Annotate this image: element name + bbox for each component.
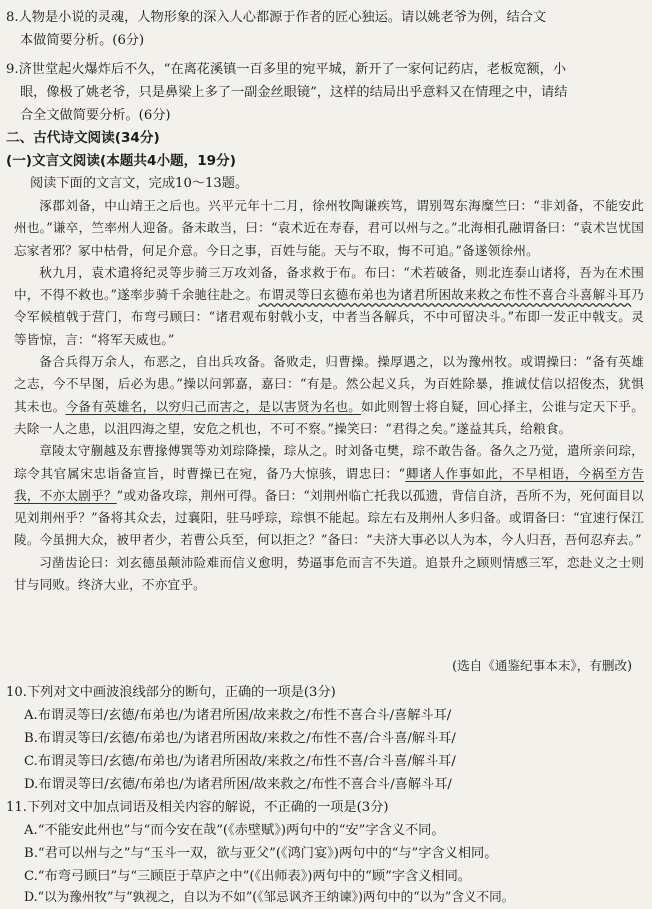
question-10-stem: 10.下列对文中画波浪线部分的断句，正确的一项是(3分) — [6, 685, 336, 700]
passage-paragraph-1 — [14, 195, 644, 262]
underlined-sentence: 卿诸人作事如此，不早相语，今祸至方告我，不亦太剧乎？ — [14, 465, 644, 503]
wavy-underlined-sentence: 布谓灵等曰玄德布弟也为诸君所困故来救之布性不喜合斗喜解斗耳 — [258, 287, 632, 303]
passage-paragraph-2 — [14, 262, 644, 351]
question-8 — [6, 6, 646, 52]
question-11-option-b: B.“君可以州与之”与“玉斗一双，欲与亚父”(《鸿门宴》)两句中的“与”字含义相同。 — [24, 846, 498, 861]
passage-text: 秋九月，袁术遣将纪灵等步骑三万攻刘备，备求救于布。布曰：“术若破备，则北连泰山诸将，吾为在术围中，不得不救也。”遂率步骑千余驰往赴之。 — [14, 264, 644, 303]
question-9-line-2: 眼，像极了姚老爷，只是鼻梁上多了一副金丝眼镜”，这样的结局出乎意料又在情理之中，请结 — [20, 85, 568, 100]
passage-text: 备合兵得万余人，布恶之，自出兵攻备。备败走，归曹操。操厚遇之，以为豫州牧。或谓操曰：“备有英雄之志，今不早图，后必为患。”操以问郭嘉，嘉曰：“有是。然公起义兵，为百姓除暴，推诚仗信以招俊杰，犹惧其未也。 — [14, 354, 644, 414]
question-11-option-a: A.“不能安此州也”与“而今安在哉”(《赤壁赋》)两句中的“安”字含义不同。 — [24, 823, 445, 838]
passage-paragraph-4 — [14, 440, 644, 551]
question-10-option-d: D.布谓灵等曰/玄德/布弟也/为诸君所困/故来救之/布性不喜合斗/喜解斗耳/ — [24, 777, 452, 792]
passage-text: 习凿齿论曰：刘玄德虽颠沛险难而信义愈明，势逼事危而言不失道。追景升之顾则情感三军，恋赴义之士则甘与同败。终济大业，不亦宜乎。 — [14, 554, 644, 593]
passage-text: 涿郡刘备，中山靖王之后也。兴平元年十二月，徐州牧陶谦疾笃，谓别驾东海糜竺曰：“非刘备，不能安此州也。”谦卒，竺率州人迎备。备未敢当，曰：“袁术近在寿春，君可以州与之。”北海相孔融谓备曰：“袁术岂忧国忘家者邪？冢中枯骨，何足介意。今日之事，百姓与能。天与不取，悔不可追。”备遂领徐州。 — [14, 198, 644, 258]
question-9-line-1: 9.济世堂起火爆炸后不久，“在离花溪镇一百多里的宛平城，新开了一家何记药店，老板宽额，小 — [6, 62, 567, 77]
passage-paragraph-3 — [14, 351, 644, 440]
question-8-line-2: 本做简要分析。(6分) — [20, 33, 145, 48]
passage-text: 如此则智士将自疑，回心择主，公谁与定天下乎。夫除一人之患，以沮四海之望，安危之机也，不可不察。”操笑曰：“君得之矣。”遂益其兵，给粮食。 — [14, 398, 644, 436]
passage-text: 乃令军候植戟于营门，布弯弓顾曰：“诸君观布射戟小支，中者当各解兵，不中可留决斗。”布即一发正中戟支。灵等皆惊，言：“将军天威也。” — [14, 287, 644, 347]
passage-source: (选自《通鉴纪事本末》，有删改) — [452, 658, 632, 673]
question-9 — [6, 58, 646, 127]
question-9-line-3: 合全文做简要分析。(6分) — [20, 108, 171, 123]
passage-text: 章陵太守蒯越及东曹掾傅巽等劝刘琮降操，琮从之。时刘备屯樊，琮不敢告备。备久之乃觉，遣所亲问琮，琮令其官属宋忠诣备宣旨，时曹操已在宛，备乃大惊骇，谓忠曰：“ — [14, 443, 644, 481]
reading-instruction: 阅读下面的文言文，完成10～13题。 — [30, 176, 249, 191]
subsection-heading: (一)文言文阅读(本题共4小题，19分) — [6, 153, 236, 169]
question-11-stem: 11.下列对文中加点词语及相关内容的解说，不正确的一项是(3分) — [6, 800, 389, 815]
question-11-option-d: D.“以为豫州牧”与“孰视之，自以为不如”(《邹忌讽齐王纳谏》)两句中的“以为”含义不同。 — [24, 889, 515, 904]
classical-passage — [14, 195, 644, 596]
question-11-option-c: C.“布弯弓顾曰”与“三顾臣于草庐之中”(《出师表》)两句中的“顾”字含义相同。 — [24, 869, 471, 884]
passage-text: ”或劝备攻琮，荆州可得。备曰：“刘荆州临亡托我以孤遗，背信自济，吾所不为，死何面目以见刘荆州乎？”备将其众去，过襄阳，驻马呼琮，琮惧不能起。琮左右及荆州人多归备。或谓备曰：“宜速行保江陵。今虽拥大众，被甲者少，若曹公兵至，何以拒之？”备曰：“夫济大事必以人为本，今人归吾，吾何忍弃去。” — [14, 487, 644, 548]
question-8-line-1: 8.人物是小说的灵魂，人物形象的深入人心都源于作者的匠心独运。请以姚老爷为例，结合文 — [6, 10, 547, 25]
underlined-sentence: 今备有英雄名，以穷归己而害之，是以害贤为名也。 — [65, 398, 362, 414]
question-10-option-b: B.布谓灵等曰/玄德/布弟也/为诸君所困故/来救之/布性不喜/合斗喜/解斗耳/ — [24, 731, 456, 746]
passage-paragraph-5 — [14, 552, 644, 597]
question-10-option-a: A.布谓灵等曰/玄德/布弟也/为诸君所困/故来救之/布性不喜合斗/喜解斗耳/ — [24, 708, 452, 723]
question-10-option-c: C.布谓灵等曰/玄德/布弟也/为诸君所困故/来救之/布性不喜/合斗喜/解斗耳/ — [24, 754, 456, 769]
section-heading: 二、古代诗文阅读(34分) — [6, 130, 160, 146]
